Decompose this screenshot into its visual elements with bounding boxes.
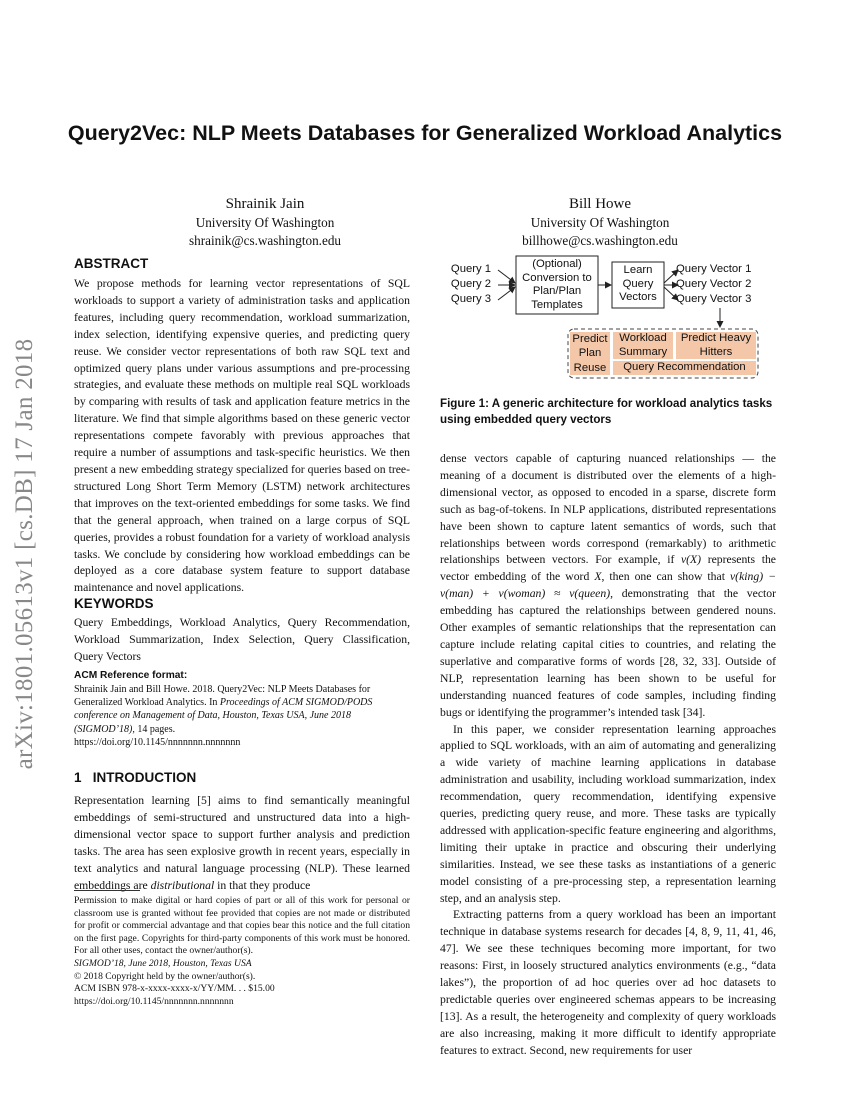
intro-emphasis: distributional bbox=[150, 878, 215, 892]
right-paragraph-1 bbox=[440, 451, 776, 722]
intro-paragraph: Representation learning [5] aims to find semantically meaningful embeddings of semi-structured and unstructured data into a high-dimensional vector space to support further analysis and prediction tasks. The area has seen explosive growth in recent years, especially in text analytics and natural language processing (NLP). These learned embeddings are bbox=[74, 794, 410, 892]
math-equation: v(king) − v(man) + v(woman) ≈ v(queen) bbox=[440, 570, 777, 601]
conference-line: SIGMOD’18, June 2018, Houston, Texas USA bbox=[74, 957, 252, 969]
intro-text bbox=[74, 793, 410, 894]
query-vector-3-label: Query Vector 3 bbox=[676, 293, 752, 305]
keywords-list: Query Embeddings, Workload Analytics, Query Recommendation, Workload Summarization, Index Selection, Query Classification, Query Vectors bbox=[74, 616, 410, 663]
paper-title: Query2Vec: NLP Meets Databases for Generalized Workload Analytics bbox=[67, 121, 783, 145]
author-email: shrainik@cs.washington.edu bbox=[188, 233, 342, 248]
doi-line: https://doi.org/10.1145/nnnnnnn.nnnnnnn bbox=[74, 995, 234, 1007]
abstract-heading: ABSTRACT bbox=[74, 256, 149, 271]
task-query-recommendation: Query Recommendation bbox=[613, 361, 756, 375]
permission-notice: Permission to make digital or hard copies of part or all of this work for personal or classroom use is granted without fee provided that copies are not made or distributed for profit or commercial advantage and that copies bear this notice and the full citation on the first page. Copyrights for third-party components of this work must be honored. For all other uses, contact the owner/author(s). bbox=[74, 895, 410, 957]
arxiv-stamp: arXiv:1801.05613v1 [cs.DB] 17 Jan 2018 bbox=[11, 338, 38, 770]
figure-1 bbox=[440, 250, 780, 390]
acm-ref-venue: Proceedings of ACM SIGMOD/PODS conference on Management of Data, Houston, Texas USA, June 2018 (SIGMOD’18), bbox=[74, 697, 373, 735]
conversion-label: (Optional) Conversion to Plan/Plan Templates bbox=[522, 258, 592, 311]
author-block-1 bbox=[155, 194, 375, 250]
task-predict-plan-reuse: Predict Plan Reuse bbox=[570, 332, 610, 375]
query-1-label: Query 1 bbox=[450, 263, 492, 275]
author-affiliation: University Of Washington bbox=[530, 215, 670, 230]
intro-paragraph-end: in that they produce bbox=[214, 878, 311, 892]
query-3-label: Query 3 bbox=[450, 293, 492, 305]
right-paragraph-3: Extracting patterns from a query workload has been an important technique in database systems research for decades [4, 8, 9, 11, 41, 46, 47]. We see these techniques becoming more important, for two reasons: First, in loosely structured analytics environments (e.g., “data lakes”), the proportion of ad hoc queries over ad hoc datasets to predictable queries over engineered schemas appears to be increasing [13]. As a result, the heterogeneity and complexity of query workloads are also increasing, making it more difficult to identify appropriate features to extract. Second, new requirements for user bbox=[440, 908, 776, 1057]
footnote-rule bbox=[74, 890, 140, 891]
task-workload-summary: Workload Summary bbox=[613, 332, 673, 359]
author-name: Bill Howe bbox=[568, 196, 632, 212]
keywords-heading: KEYWORDS bbox=[74, 596, 154, 611]
author-name: Shrainik Jain bbox=[225, 196, 305, 212]
figure-caption: Figure 1: A generic architecture for workload analytics tasks using embedded query vectors bbox=[440, 397, 773, 426]
isbn-line: ACM ISBN 978-x-xxxx-xxxx-x/YY/MM. . . $15.00 bbox=[74, 983, 275, 995]
task-predict-heavy-hitters: Predict Heavy Hitters bbox=[676, 332, 756, 359]
intro-heading-text: INTRODUCTION bbox=[92, 770, 197, 785]
abstract-paragraph: We propose methods for learning vector representations of SQL workloads to support a variety of administration tasks and application features, including query recommendation, workload summarization, index selection, identifying expensive queries, and predicting query reuse. We consider vector representations of both raw SQL text and optimized query plans under various assumptions and pre-processing strategies, and evaluate these methods on multiple real SQL workloads by comparing with results of task and application feature metrics in the literature. We find that simple algorithms based on these generic vector representations compete favorably with previous approaches that require a number of assumptions and task-specific heuristics. We then present a new embedding strategy specialized for queries based on tree-structured Long Short Term Memory (LSTM) network architectures that improves on the text-oriented embeddings for some tasks. We find that the general approach, when trained on a large corpus of SQL queries, provides a robust foundation for a variety of workload analysis tasks. We conclude by considering how workload embeddings can be deployed as a core database system feature to support database maintenance and novel applications. bbox=[74, 277, 410, 595]
math-vx: v(X) bbox=[680, 553, 702, 567]
right-column-text bbox=[440, 451, 776, 1060]
text-run: dense vectors capable of capturing nuanced relationships — the meaning of a document is distributed over the elements of a high-dimensional vector, as opposed to encoded in a sparse, discrete form such as bag-of-tokens. In NLP applications, distributed representations have been shown to capture latent semantics of words, such that relationships between words correspond (remarkably) to arithmetic relationships between vectors. For example, if bbox=[440, 452, 776, 567]
copyright-line: © 2018 Copyright held by the owner/author(s). bbox=[74, 970, 256, 982]
intro-heading bbox=[74, 770, 196, 785]
acm-ref-text bbox=[74, 683, 410, 749]
intro-heading-number: 1 bbox=[74, 770, 82, 785]
learn-label: Learn Query Vectors bbox=[619, 264, 657, 303]
author-affiliation: University Of Washington bbox=[195, 215, 335, 230]
acm-ref-pages: 14 pages. bbox=[134, 723, 176, 735]
author-block-2 bbox=[490, 194, 710, 250]
right-paragraph-2: In this paper, we consider representation learning approaches applied to SQL workloads, with an aim of automating and generalizing a wide variety of machine learning applications in database administration and usability, including workload summarization, index recommendation, query recommendation, identifying expensive queries, predicting query reuse, and more. These tasks are typically addressed with application-specific feature engineering and algorithms, limiting their uptake in practice and obscuring their underlying similarities. Instead, we see these tasks as instantiations of a generic model consisting of a pre-processing step, a representation learning step, and an analysis step. bbox=[440, 722, 776, 905]
abstract-text bbox=[74, 276, 410, 597]
math-x: X bbox=[594, 570, 602, 584]
author-email: billhowe@cs.washington.edu bbox=[522, 233, 678, 248]
query-2-label: Query 2 bbox=[450, 278, 492, 290]
text-run: represents the vector embedding of the word bbox=[440, 553, 776, 584]
footnote bbox=[74, 895, 410, 1008]
keywords-text bbox=[74, 615, 410, 666]
query-vector-2-label: Query Vector 2 bbox=[676, 278, 752, 290]
acm-ref-heading: ACM Reference format: bbox=[74, 670, 188, 681]
query-vector-1-label: Query Vector 1 bbox=[676, 263, 752, 275]
text-run: , then one can show that bbox=[601, 570, 730, 584]
text-run: , demonstrating that the vector embedding has captured the relationships between gendered nouns. Other examples of semantic relationships that the representation can capture include relating capital cities to countries, and relating the superlative and comparative forms of words [28, 32, 33]. Outside of NLP, representation learning has been shown to be useful for understanding nuanced features of code samples, including finding bugs or identifying the programmer’s intended task [34]. bbox=[440, 587, 776, 719]
acm-ref-line: Shrainik Jain and Bill Howe. 2018. Query2Vec: NLP Meets Databases for Generalized Workload Analytics. In bbox=[74, 684, 371, 709]
acm-ref-doi: https://doi.org/10.1145/nnnnnnn.nnnnnnn bbox=[74, 736, 241, 748]
